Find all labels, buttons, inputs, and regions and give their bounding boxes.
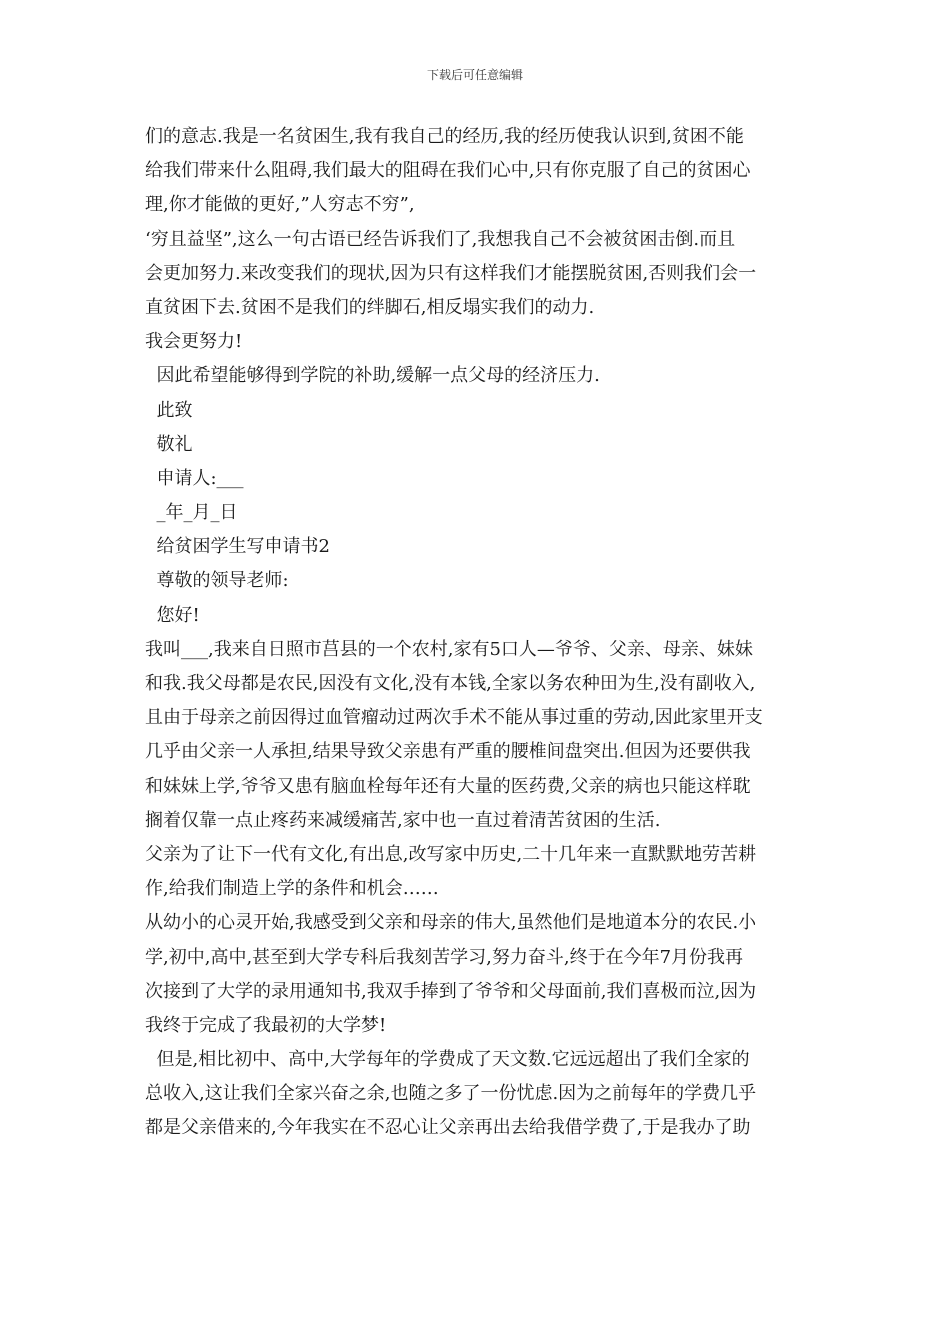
text-line: ‘穷且益坚”,这么一句古语已经告诉我们了,我想我自己不会被贫困击倒.而且 (145, 228, 736, 250)
applicant-line: 申请人:___ (145, 467, 244, 489)
closing-regards: 敬礼 (145, 433, 193, 455)
page-header: 下载后可任意编辑 (426, 68, 523, 82)
text-line: 都是父亲借来的,今年我实在不忍心让父亲再出去给我借学费了,于是我办了助 (145, 1117, 751, 1139)
greeting: 您好! (145, 604, 200, 626)
text-line: 作,给我们制造上学的条件和机会…… (145, 878, 439, 900)
text-line: 和我.我父母都是农民,因没有文化,没有本钱,全家以务农种田为生,没有副收入, (145, 673, 756, 694)
text-line: 因此希望能够得到学院的补助,缓解一点父母的经济压力. (145, 365, 600, 387)
text-line: 总收入,这让我们全家兴奋之余,也随之多了一份忧虑.因为之前每年的学费几乎 (145, 1083, 757, 1105)
text-line: 几乎由父亲一人承担,结果导致父亲患有严重的腰椎间盘突出.但因为还要供我 (145, 741, 751, 763)
text-line: 父亲为了让下一代有文化,有出息,改写家中历史,二十几年来一直默默地劳苦耕 (145, 843, 757, 865)
document-body (145, 120, 815, 1146)
text-line: 给我们带来什么阻碍,我们最大的阻碍在我们心中,只有你克服了自己的贫困心 (145, 160, 751, 182)
text-line: 我终于完成了我最初的大学梦! (145, 1014, 387, 1036)
text-line: 但是,相比初中、高中,大学每年的学费成了天文数.它远远超出了我们全家的 (145, 1049, 750, 1071)
text-line: 从幼小的心灵开始,我感受到父亲和母亲的伟大,虽然他们是地道本分的农民.小 (145, 912, 757, 934)
text-line: 和妹妹上学,爷爷又患有脑血栓每年还有大量的医药费,父亲的病也只能这样耽 (145, 775, 751, 797)
text-line: 直贫困下去.贫困不是我们的绊脚石,相反塌实我们的动力. (145, 296, 595, 318)
text-line: 我叫___,我来自日照市莒县的一个农村,家有5口人—爷爷、父亲、母亲、妹妹 (145, 638, 753, 660)
section-title: 给贫困学生写申请书2 (145, 536, 330, 558)
text-line: 我会更努力! (145, 331, 243, 353)
text-line: 搁着仅靠一点止疼药来减缓痛苦,家中也一直过着清苦贫困的生活. (145, 809, 661, 831)
text-line: 会更加努力.来改变我们的现状,因为只有这样我们才能摆脱贫困,否则我们会一 (145, 262, 757, 284)
date-line: _年_月_日 (145, 502, 238, 524)
text-line: 且由于母亲之前因得过血管瘤动过两次手术不能从事过重的劳动,因此家里开支 (145, 707, 763, 729)
text-line: 次接到了大学的录用通知书,我双手捧到了爷爷和父母面前,我们喜极而泣,因为 (145, 980, 757, 1002)
text-line: 们的意志.我是一名贫困生,我有我自己的经历,我的经历使我认识到,贫困不能 (145, 126, 744, 147)
text-line: 理,你才能做的更好,”人穷志不穷”, (145, 194, 415, 216)
closing-salutation: 此致 (145, 399, 193, 421)
salutation: 尊敬的领导老师: (145, 570, 289, 592)
text-line: 学,初中,高中,甚至到大学专科后我刻苦学习,努力奋斗,终于在今年7月份我再 (145, 946, 744, 968)
